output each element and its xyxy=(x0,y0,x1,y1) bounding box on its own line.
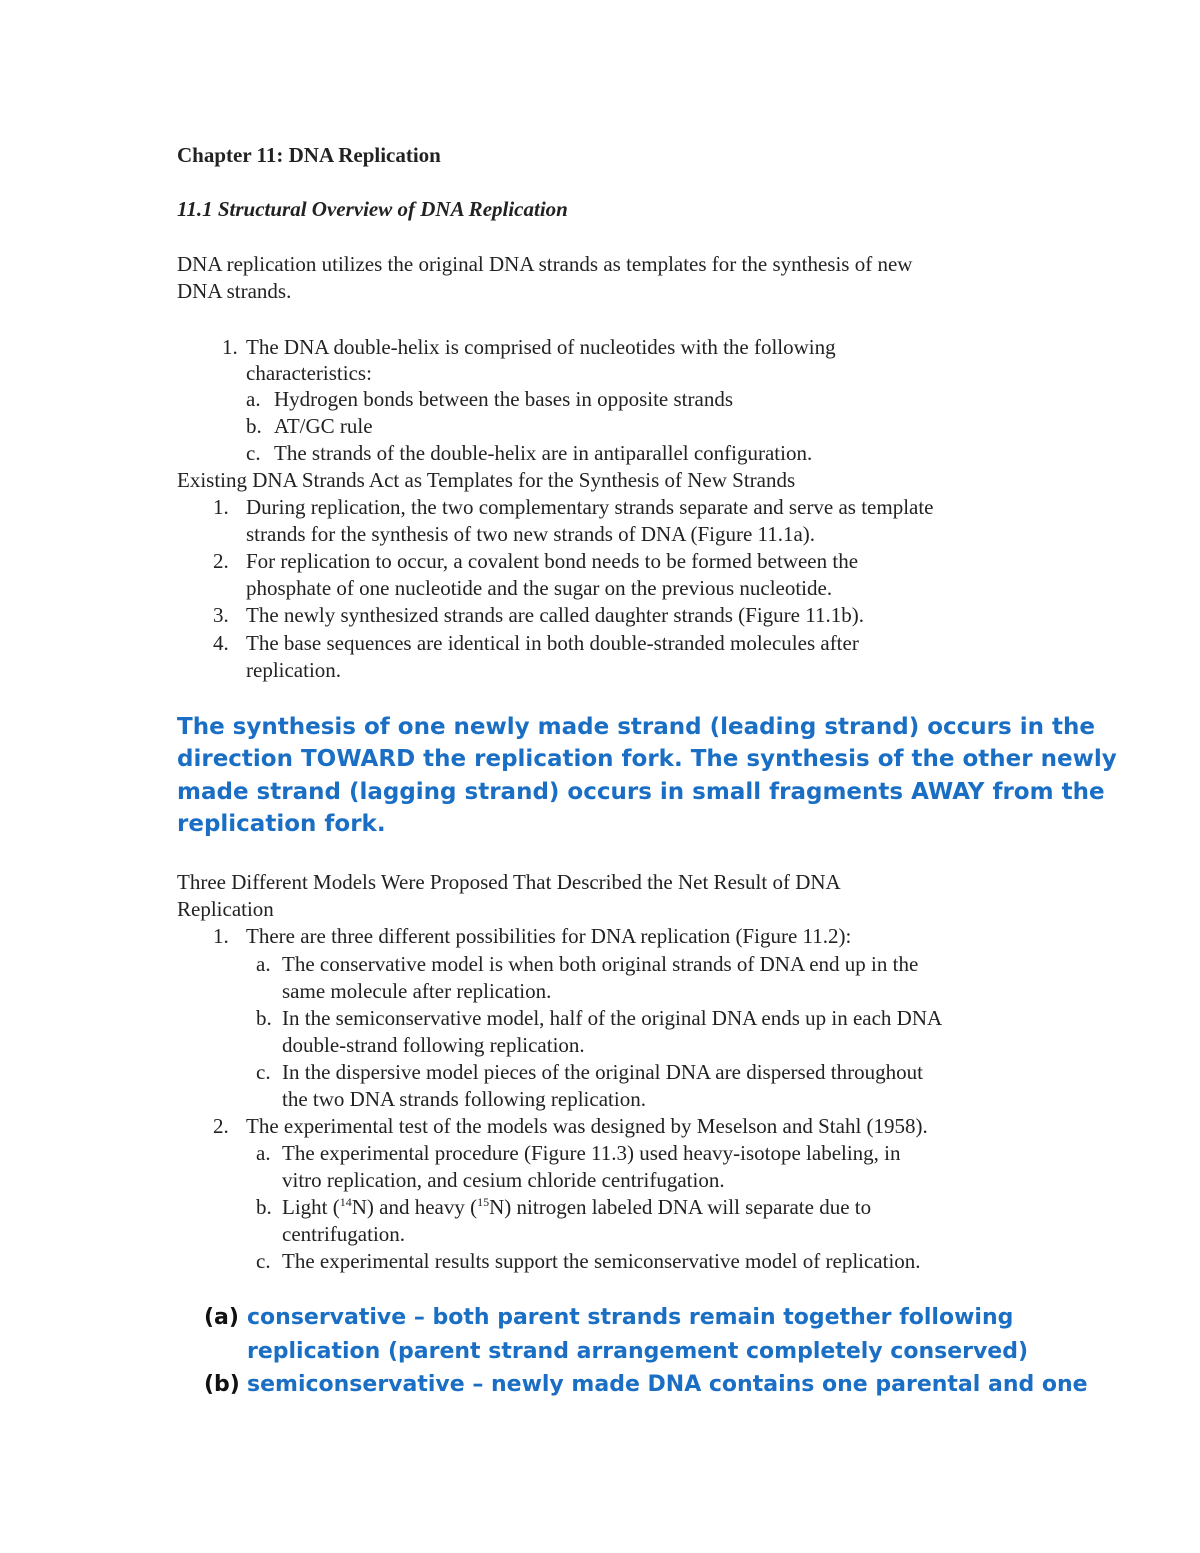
list-number: 4. xyxy=(213,631,229,655)
list-item-text: The newly synthesized strands are called daughter strands (Figure 11.1b). xyxy=(246,603,864,627)
sublist-marker: a. xyxy=(256,1141,271,1165)
list-number: 2. xyxy=(213,1114,229,1138)
intro-line-1: DNA replication utilizes the original DNA strands as templates for the synthesis of new xyxy=(177,252,913,276)
sublist-item-text: In the dispersive model pieces of the original DNA are dispersed throughout xyxy=(282,1060,923,1084)
intro-line-2: DNA strands. xyxy=(177,279,292,303)
sublist-marker: c. xyxy=(256,1249,271,1273)
sublist-item-text: AT/GC rule xyxy=(274,414,373,438)
list-item-text: replication. xyxy=(246,658,342,682)
list-number: 2. xyxy=(213,549,229,573)
section-title: 11.1 Structural Overview of DNA Replication xyxy=(177,197,568,221)
list-item-text: phosphate of one nucleotide and the sugar on the previous nucleotide. xyxy=(246,576,833,600)
isotope-superscript: 14 xyxy=(339,1195,352,1209)
sublist-item-text: The experimental results support the semiconservative model of replication. xyxy=(282,1249,921,1273)
list-number: 3. xyxy=(213,603,229,627)
sublist-marker: b. xyxy=(256,1006,272,1030)
sublist-marker: b. xyxy=(246,414,262,438)
sublist-marker: c. xyxy=(246,441,261,465)
list-item-text: The experimental test of the models was designed by Meselson and Stahl (1958). xyxy=(246,1114,928,1138)
highlight-note-line: made strand (lagging strand) occurs in small fragments AWAY from the xyxy=(177,779,1105,805)
sublist-item-text: centrifugation. xyxy=(282,1222,406,1246)
sublist-item-text: The strands of the double-helix are in antiparallel configuration. xyxy=(274,441,813,465)
note-marker: (a) xyxy=(204,1305,239,1330)
sublist-marker: b. xyxy=(256,1195,272,1219)
sublist-item-text: The conservative model is when both original strands of DNA end up in the xyxy=(282,952,919,976)
list-item-text: For replication to occur, a covalent bond needs to be formed between the xyxy=(246,549,859,573)
list-item-text: The DNA double-helix is comprised of nucleotides with the following xyxy=(246,335,836,359)
list-item-text: There are three different possibilities for DNA replication (Figure 11.2): xyxy=(246,924,852,948)
list-item-text: During replication, the two complementary strands separate and serve as template xyxy=(246,495,934,519)
list-number: 1. xyxy=(213,924,229,948)
list-item-text: The base sequences are identical in both double-stranded molecules after xyxy=(246,631,859,655)
list-item-text: characteristics: xyxy=(246,361,372,385)
highlight-note-line: conservative – both parent strands remain together following xyxy=(247,1305,1014,1330)
sublist-marker: c. xyxy=(256,1060,271,1084)
sublist-item-text: vitro replication, and cesium chloride centrifugation. xyxy=(282,1168,725,1192)
text-run: Light ( xyxy=(282,1195,340,1219)
highlight-note-line: direction TOWARD the replication fork. The synthesis of the other newly xyxy=(177,746,1117,772)
subheading: Replication xyxy=(177,897,274,921)
isotope-superscript: 15 xyxy=(477,1195,490,1209)
sublist-marker: a. xyxy=(256,952,271,976)
sublist-item-text: Hydrogen bonds between the bases in opposite strands xyxy=(274,387,733,411)
list-number: 1. xyxy=(213,495,229,519)
sublist-item-text: In the semiconservative model, half of the original DNA ends up in each DNA xyxy=(282,1006,943,1030)
sublist-item-text xyxy=(282,1194,871,1221)
highlight-note-line: replication fork. xyxy=(177,811,386,837)
highlight-note-line: The synthesis of one newly made strand (leading strand) occurs in the xyxy=(177,714,1095,740)
sublist-marker: a. xyxy=(246,387,261,411)
note-marker: (b) xyxy=(204,1372,240,1397)
subheading: Existing DNA Strands Act as Templates for the Synthesis of New Strands xyxy=(177,468,796,492)
text-run: N) nitrogen labeled DNA will separate due to xyxy=(489,1195,872,1219)
sublist-item-text: the two DNA strands following replication. xyxy=(282,1087,646,1111)
sublist-item-text: double-strand following replication. xyxy=(282,1033,585,1057)
list-item-text: strands for the synthesis of two new strands of DNA (Figure 11.1a). xyxy=(246,522,816,546)
highlight-note-line: replication (parent strand arrangement completely conserved) xyxy=(247,1339,1029,1364)
highlight-note-line: semiconservative – newly made DNA contains one parental and one xyxy=(247,1372,1088,1397)
subheading: Three Different Models Were Proposed That Described the Net Result of DNA xyxy=(177,870,841,894)
sublist-item-text: same molecule after replication. xyxy=(282,979,552,1003)
text-run: N) and heavy ( xyxy=(351,1195,478,1219)
list-number: 1. xyxy=(222,335,238,359)
chapter-title: Chapter 11: DNA Replication xyxy=(177,143,441,167)
sublist-item-text: The experimental procedure (Figure 11.3) used heavy-isotope labeling, in xyxy=(282,1141,901,1165)
